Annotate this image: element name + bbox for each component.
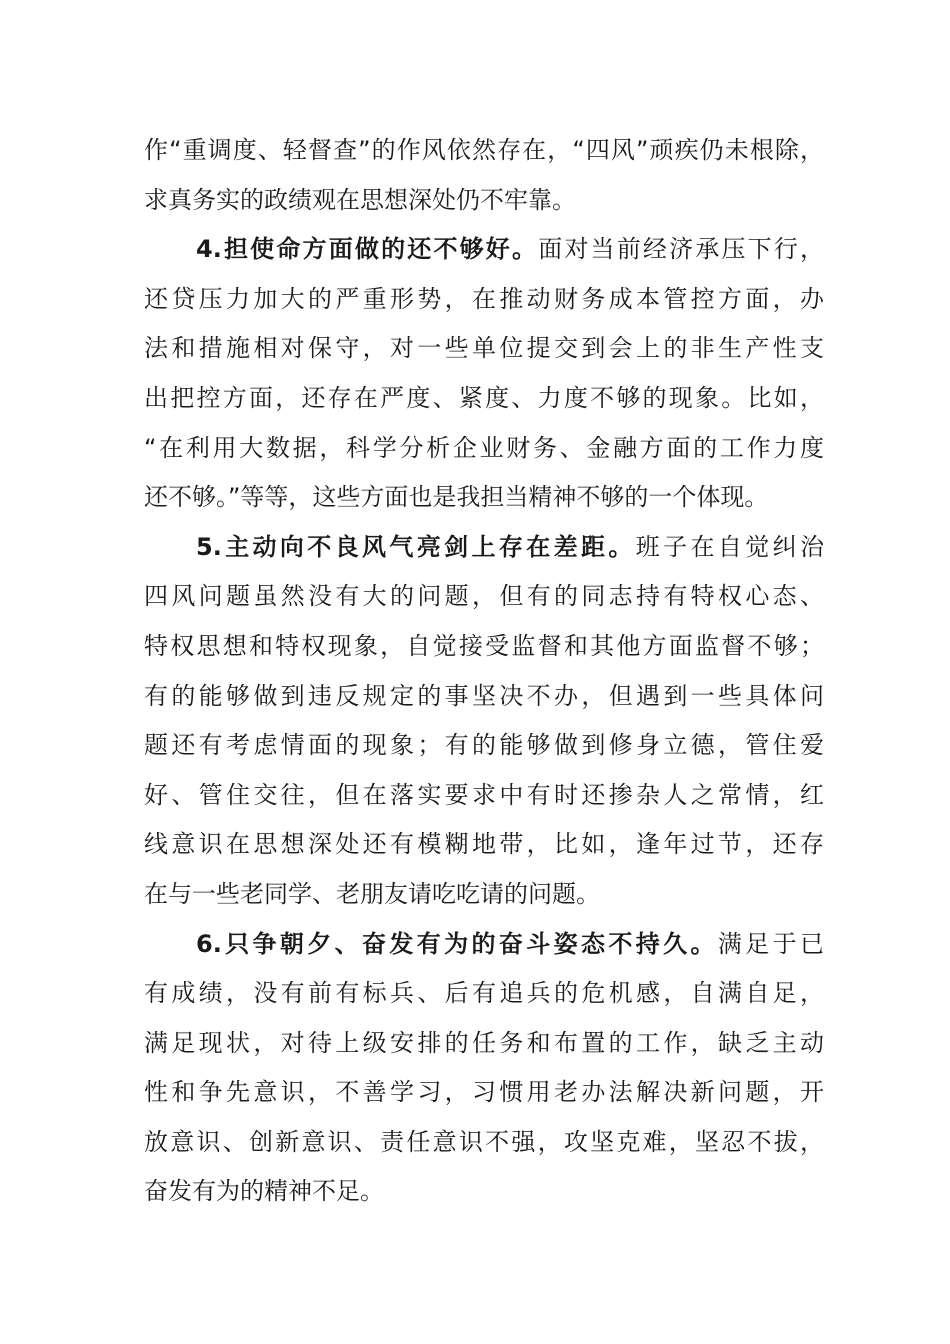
line-text: 好、管住交往，但在落实要求中有时还掺杂人之常情，红 [144,780,824,809]
line-text: 四风问题虽然没有大的问题，但有的同志持有特权心态、 [144,582,824,611]
section-heading-4: 4.担使命方面做的还不够好。 [196,235,539,264]
line-text: 在与一些老同学、老朋友请吃吃请的问题。 [144,879,600,908]
text-line [144,672,824,722]
line-text: 作“重调度、轻督查”的作风依然存在，“四风”顽疾仍未根除， [144,136,824,164]
line-text: “在利用大数据，科学分析企业财务、金融方面的工作力度 [144,433,824,462]
line-text: 满足现状，对待上级安排的任务和布置的工作，缺乏主动 [144,1028,824,1057]
line-text: 还不够。”等等，这些方面也是我担当精神不够的一个体现。 [144,483,769,512]
line-text: 性和争先意识，不善学习，习惯用老办法解决新问题，开 [144,1078,824,1107]
line-text: 面对当前经济承压下行， [538,235,825,264]
text-line [144,870,824,920]
text-line [144,324,824,374]
line-text: 线意识在思想深处还有模糊地带，比如，逢年过节，还存 [144,830,824,859]
section-heading-line-5 [144,523,824,573]
line-text: 题还有考虑情面的现象；有的能够做到修身立德，管住爱 [144,731,824,760]
text-line [144,1068,824,1118]
line-text: 班子在自觉纠治 [635,532,824,561]
line-text: 有成绩，没有前有标兵、后有追兵的危机感，自满自足， [144,979,824,1008]
text-line [144,1167,824,1217]
text-line [144,622,824,672]
body-text [144,126,824,1217]
line-text: 满足于已 [717,929,824,958]
text-line [144,572,824,622]
text-line [144,721,824,771]
text-line [144,176,824,226]
text-line [144,424,824,474]
section-heading-line-6 [144,920,824,970]
line-text: 特权思想和特权现象，自觉接受监督和其他方面监督不够； [144,631,824,660]
line-text: 求真务实的政绩观在思想深处仍不牢靠。 [144,185,576,214]
line-text: 法和措施相对保守，对一些单位提交到会上的非生产性支 [144,334,824,363]
line-text: 放意识、创新意识、责任意识不强，攻坚克难，坚忍不拔， [144,1127,824,1156]
text-line [144,820,824,870]
text-line [144,1118,824,1168]
text-line [144,771,824,821]
text-line [144,969,824,1019]
text-line [144,275,824,325]
line-text: 还贷压力加大的严重形势，在推动财务成本管控方面，办 [144,284,824,313]
text-line [144,473,824,523]
section-heading-6: 6.只争朝夕、奋发有为的奋斗姿态不持久。 [196,929,718,958]
text-line [144,374,824,424]
text-line [144,126,824,176]
line-text: 奋发有为的精神不足。 [144,1177,384,1206]
text-line [144,1019,824,1069]
line-text: 有的能够做到违反规定的事坚决不办，但遇到一些具体问 [144,681,824,710]
section-heading-5: 5.主动向不良风气亮剑上存在差距。 [196,532,636,561]
section-heading-line-4 [144,225,824,275]
line-text: 出把控方面，还存在严度、紧度、力度不够的现象。比如， [144,383,824,412]
